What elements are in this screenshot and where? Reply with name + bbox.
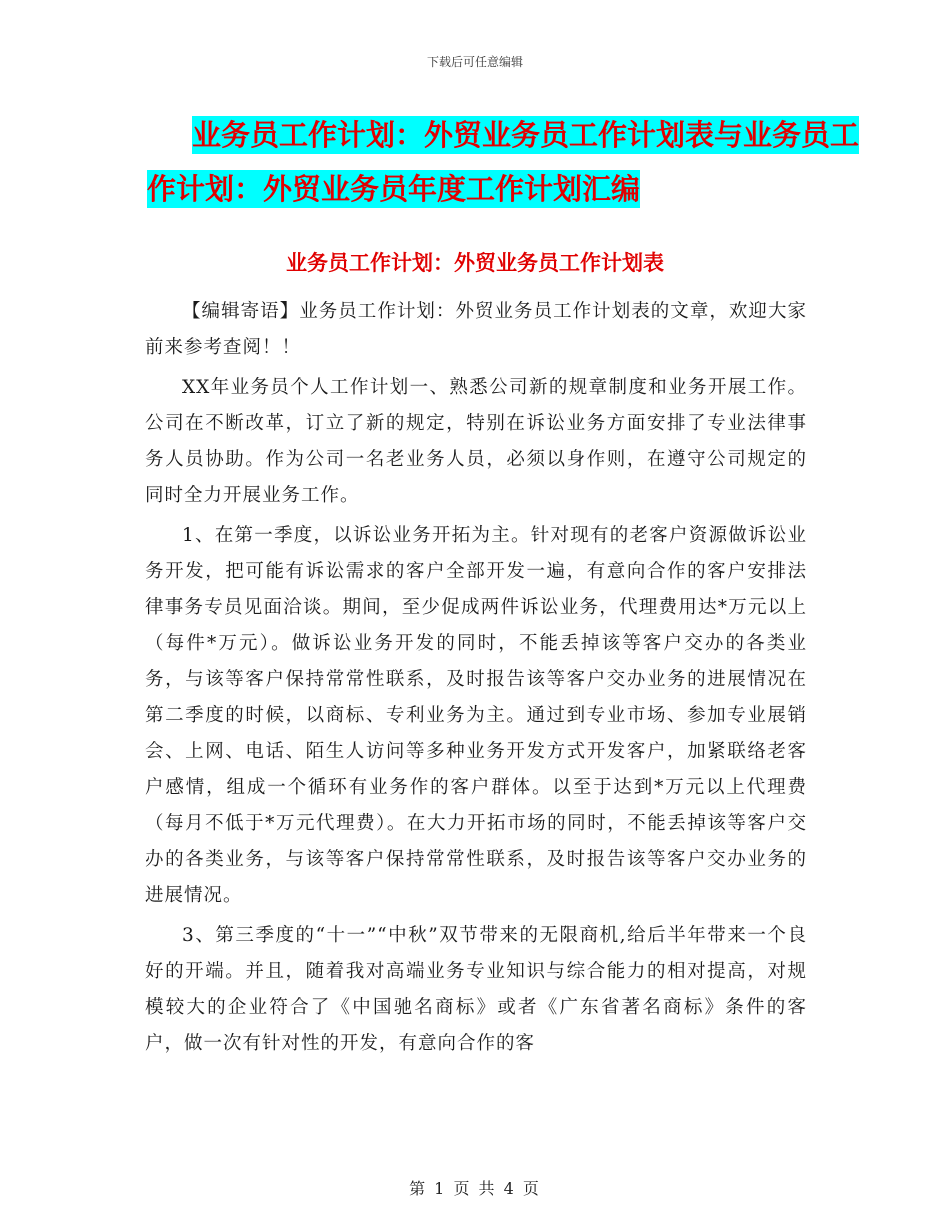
page-footer: 第 1 页 共 4 页 <box>409 1179 541 1198</box>
body-text <box>145 294 807 1066</box>
title-line-2: 作计划：外贸业务员年度工作计划汇编 <box>147 172 641 206</box>
paragraph-q1-q2: 1、在第一季度，以诉讼业务开拓为主。针对现有的老客户资源做诉讼业务开发，把可能有诉讼需求的客户全部开发一遍，有意向合作的客户安排法律事务专员见面洽谈。期间，至少促成两件诉讼业务，代理费用达*万元以上（每件*万元）。做诉讼业务开发的同时，不能丢掉该等客户交办的各类业务，与该等客户保持常常性联系，及时报告该等客户交办业务的进展情况在第二季度的时候，以商标、专利业务为主。通过到专业市场、参加专业展销会、上网、电话、陌生人访问等多种业务开发方式开发客户，加紧联络老客户感情，组成一个循环有业务作的客户群体。以至于达到*万元以上代理费（每月不低于*万元代理费）。在大力开拓市场的同时，不能丢掉该等客户交办的各类业务，与该等客户保持常常性联系，及时报告该等客户交办业务的进展情况。 <box>145 525 807 906</box>
paragraph-intro: XX年业务员个人工作计划一、熟悉公司新的规章制度和业务开展工作。公司在不断改革，订立了新的规定，特别在诉讼业务方面安排了专业法律事务人员协助。作为公司一名老业务人员，必须以身作则，在遵守公司规定的同时全力开展业务工作。 <box>145 377 807 506</box>
page-header-note: 下载后可任意编辑 <box>426 55 523 69</box>
paragraph-editor-note: 【编辑寄语】业务员工作计划：外贸业务员工作计划表的文章，欢迎大家前来参考查阅！！ <box>145 301 807 358</box>
paragraph-q3: 3、第三季度的“十一”“中秋”双节带来的无限商机,给后半年带来一个良好的开端。并且，随着我对高端业务专业知识与综合能力的相对提高，对规模较大的企业符合了《中国驰名商标》或者《广东省著名商标》条件的客户，做一次有针对性的开发，有意向合作的客 <box>145 925 807 1054</box>
title-line-1: 业务员工作计划：外贸业务员工作计划表与业务员工 <box>192 118 860 152</box>
document-title <box>140 108 860 216</box>
section-heading: 业务员工作计划：外贸业务员工作计划表 <box>286 251 664 275</box>
